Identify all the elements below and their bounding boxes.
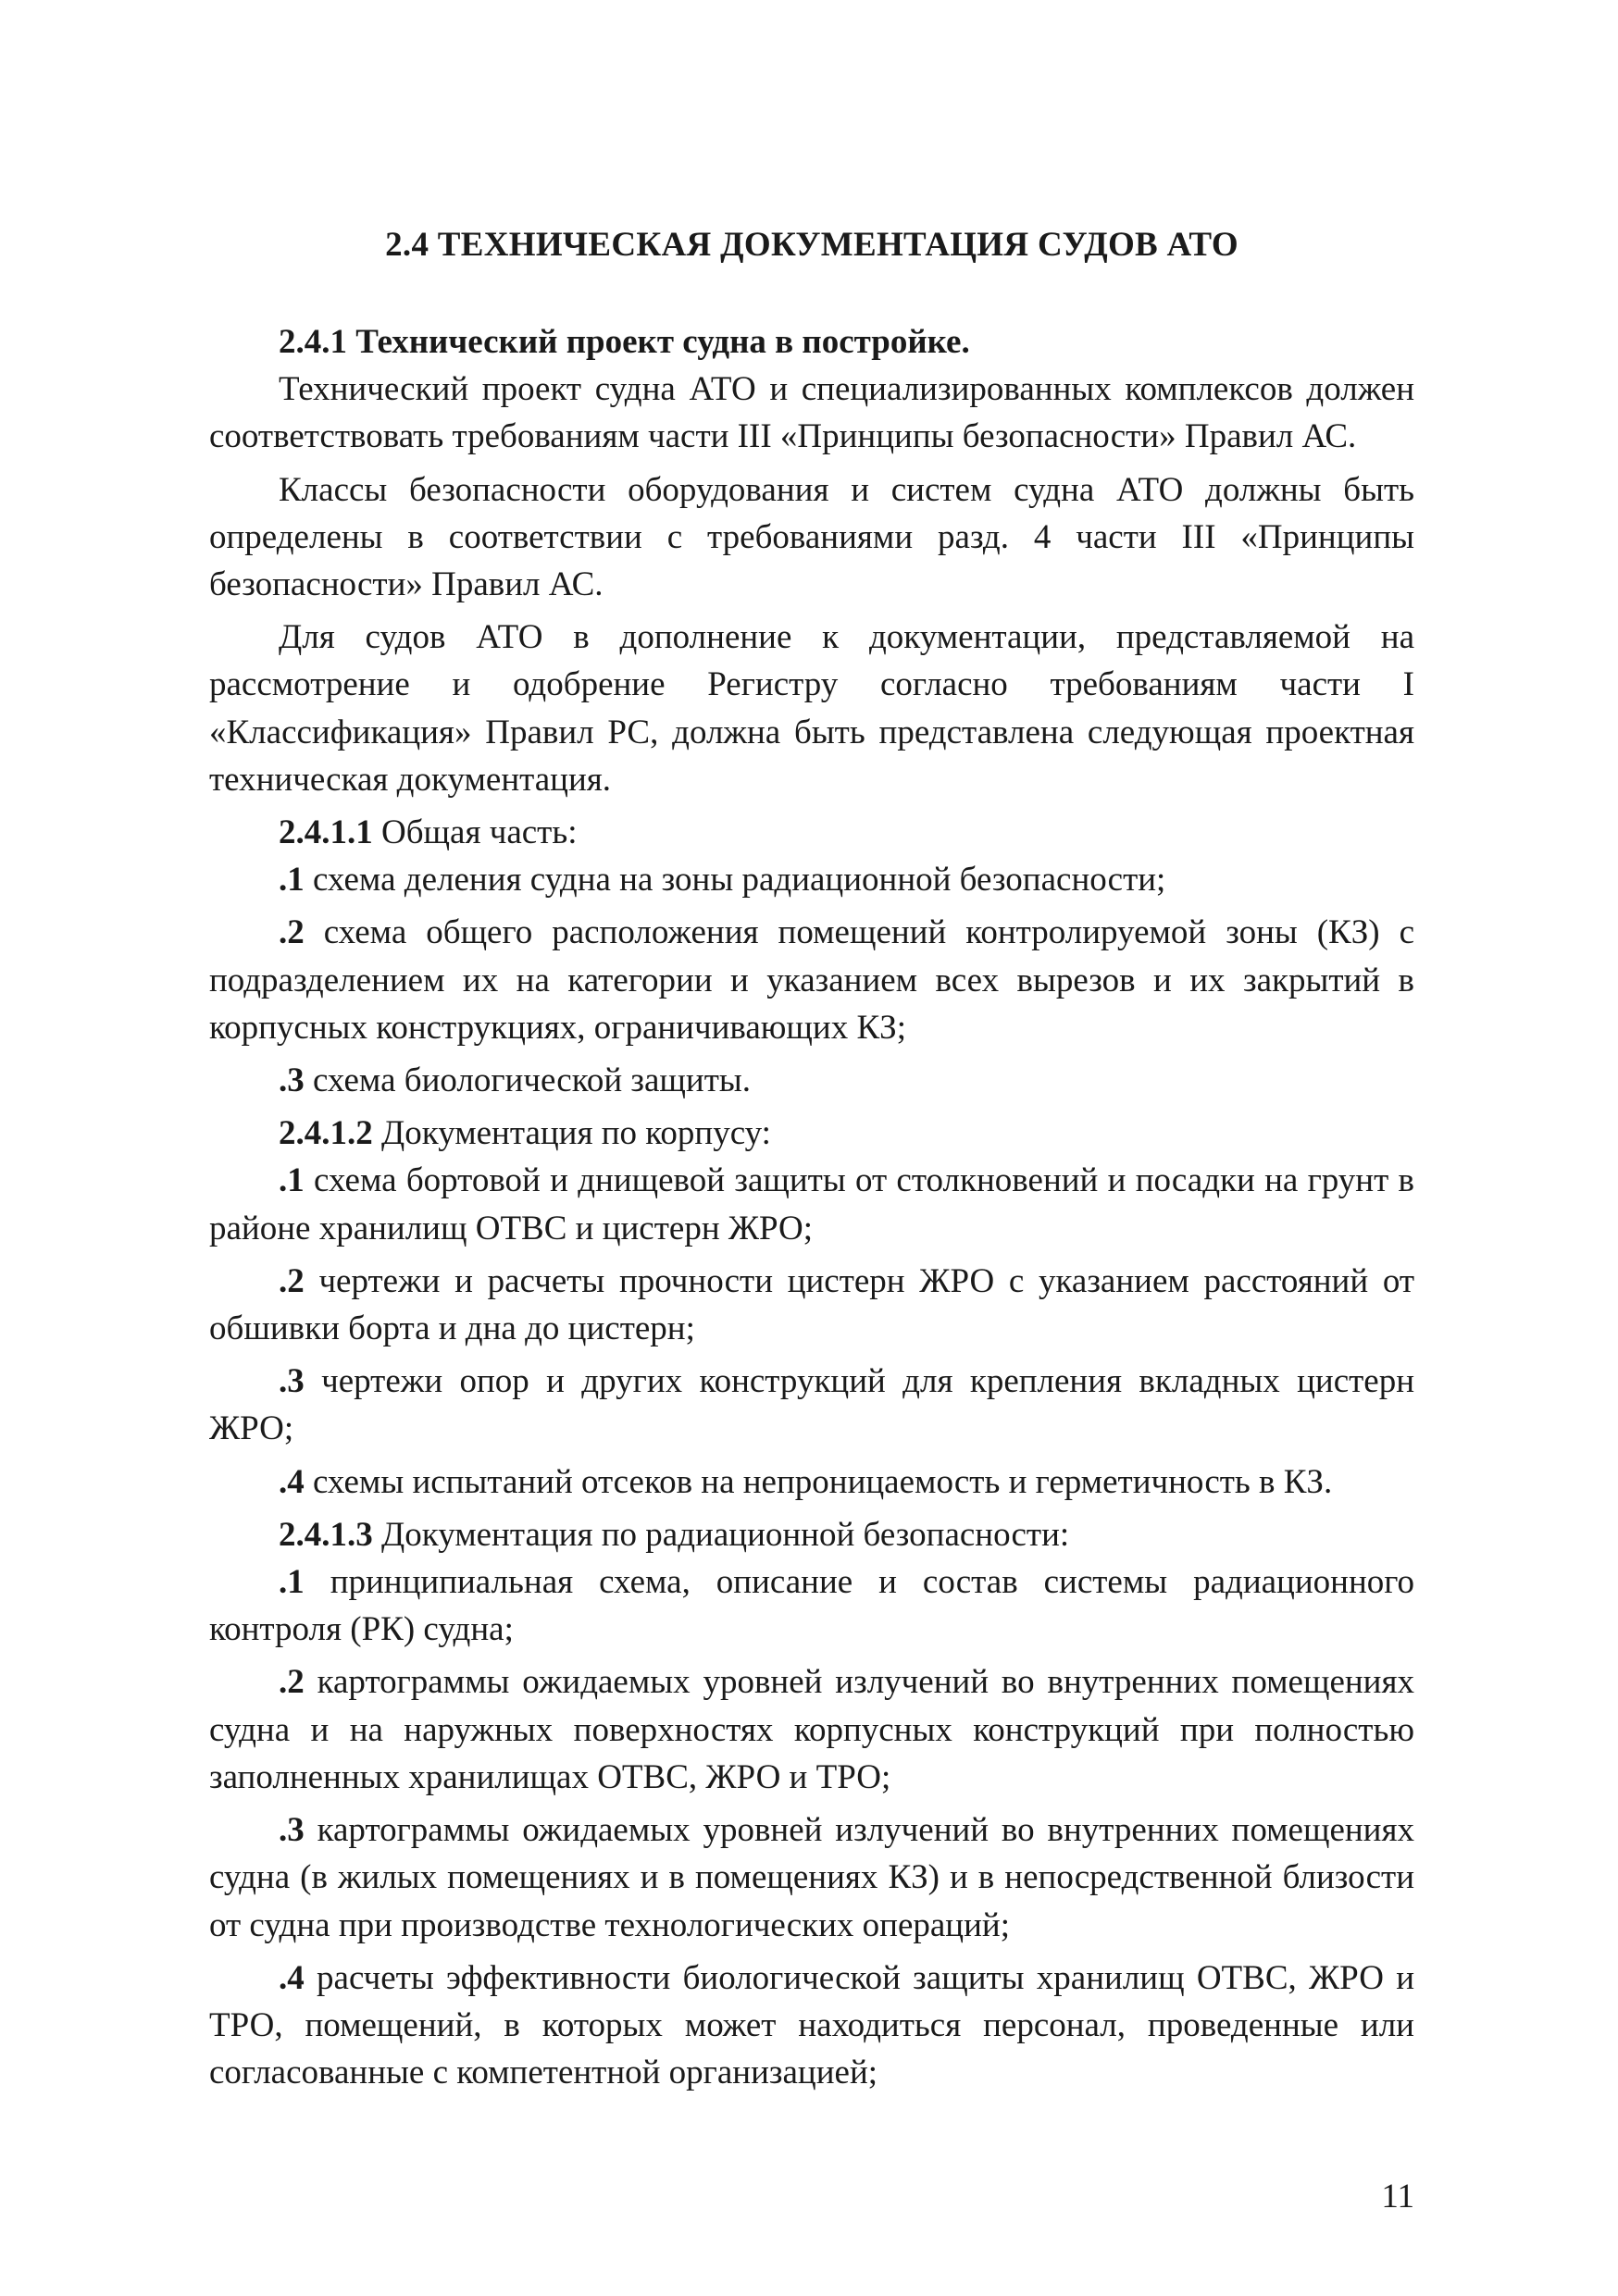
list-item bbox=[209, 1806, 1414, 1949]
subsection-heading: 2.4.1 Технический проект судна в постройке. bbox=[279, 323, 970, 361]
list-item bbox=[209, 1558, 1414, 1653]
clause-number: 2.4.1.2 bbox=[279, 1114, 373, 1153]
list-item bbox=[209, 1358, 1414, 1452]
item-text: картограммы ожидаемых уровней излучений во внутренних помещениях судна (в жилых помещениях и в помещениях КЗ) и в непосредственной близости от судна при производстве технологических операций; bbox=[209, 1811, 1415, 1944]
page-number: 11 bbox=[1381, 2178, 1414, 2215]
list-item bbox=[209, 1458, 1414, 1506]
item-text: схема биологической защиты. bbox=[313, 1061, 751, 1100]
item-number: .2 bbox=[279, 1261, 305, 1300]
list-item bbox=[209, 1955, 1414, 2097]
item-number: .1 bbox=[279, 861, 305, 900]
item-number: .4 bbox=[279, 1958, 305, 1997]
item-text: чертежи опор и других конструкций для крепления вкладных цистерн ЖРО; bbox=[209, 1362, 1415, 1448]
list-item bbox=[209, 1258, 1414, 1352]
clause-title: Документация по корпусу: bbox=[381, 1114, 771, 1153]
clause-number: 2.4.1.3 bbox=[279, 1515, 373, 1554]
clause-heading bbox=[209, 1110, 1414, 1157]
item-number: .1 bbox=[279, 1161, 305, 1200]
item-number: .3 bbox=[279, 1061, 305, 1100]
clause-number: 2.4.1.1 bbox=[279, 813, 373, 852]
paragraph: Классы безопасности оборудования и систем судна АТО должны быть определены в соответствии с требованиями разд. 4 части III «Принципы безопасности» Правил АС. bbox=[209, 470, 1414, 604]
section-heading: 2.4 ТЕХНИЧЕСКАЯ ДОКУМЕНТАЦИЯ СУДОВ АТО bbox=[385, 226, 1238, 264]
item-text: чертежи и расчеты прочности цистерн ЖРО с указанием расстояний от обшивки борта и дна до цистерн; bbox=[209, 1261, 1415, 1348]
list-item bbox=[209, 909, 1414, 1051]
item-number: .3 bbox=[279, 1362, 305, 1401]
item-text: картограммы ожидаемых уровней излучений во внутренних помещениях судна и на наружных поверхностях корпусных конструкций при полностью заполненных хранилищах ОТВС, ЖРО и ТРО; bbox=[209, 1663, 1415, 1796]
clause-heading bbox=[209, 1511, 1414, 1558]
item-number: .4 bbox=[279, 1462, 305, 1501]
list-item bbox=[209, 1157, 1414, 1251]
item-number: .3 bbox=[279, 1811, 305, 1850]
document-page bbox=[209, 222, 1414, 2102]
list-item bbox=[209, 856, 1414, 903]
clause-heading bbox=[209, 809, 1414, 856]
item-number: .2 bbox=[279, 913, 305, 952]
list-item bbox=[209, 1658, 1414, 1801]
paragraph: Для судов АТО в дополнение к документации, представляемой на рассмотрение и одобрение Регистру согласно требованиям части I «Классификация» Правил РС, должна быть представлена следующая проектная техническая документация. bbox=[209, 618, 1414, 799]
item-number: .2 bbox=[279, 1663, 305, 1702]
list-item bbox=[209, 1057, 1414, 1104]
item-text: расчеты эффективности биологической защиты хранилищ ОТВС, ЖРО и ТРО, помещений, в которых может находиться персонал, проведенные или согласованные с компетентной организацией; bbox=[209, 1958, 1414, 2092]
clause-title: Общая часть: bbox=[381, 813, 578, 852]
item-text: схема деления судна на зоны радиационной безопасности; bbox=[313, 861, 1166, 900]
item-number: .1 bbox=[279, 1563, 305, 1602]
item-text: принципиальная схема, описание и состав системы радиационного контроля (РК) судна; bbox=[209, 1563, 1414, 1649]
item-text: схема бортовой и днищевой защиты от столкновений и посадки на грунт в районе хранилищ ОТВС и цистерн ЖРО; bbox=[209, 1161, 1415, 1247]
item-text: схемы испытаний отсеков на непроницаемость и герметичность в КЗ. bbox=[313, 1462, 1333, 1501]
clause-title: Документация по радиационной безопасности: bbox=[381, 1515, 1070, 1554]
item-text: схема общего расположения помещений контролируемой зоны (КЗ) с подразделением их на категории и указанием всех вырезов и их закрытий в корпусных конструкциях, ограничивающих КЗ; bbox=[209, 913, 1414, 1047]
paragraph: Технический проект судна АТО и специализированных комплексов должен соответствовать требованиям части III «Принципы безопасности» Правил АС. bbox=[209, 370, 1414, 456]
